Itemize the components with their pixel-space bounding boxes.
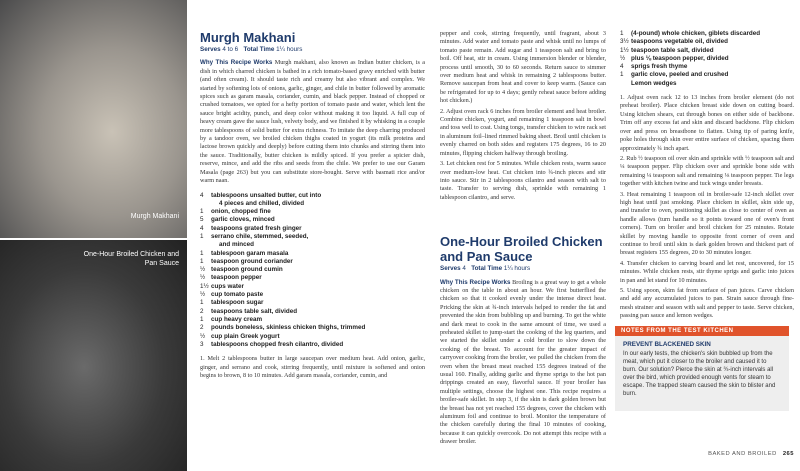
photo-caption-top: Murgh Makhani bbox=[130, 213, 179, 220]
ingredient-text: (4-pound) whole chicken, giblets discarded bbox=[631, 30, 761, 37]
ingredient-text: teaspoons vegetable oil, divided bbox=[631, 38, 728, 46]
ingredient-quantity: 3½ bbox=[620, 38, 629, 46]
ingredient-quantity bbox=[200, 241, 211, 249]
recipe-step-continued: pepper and cook, stirring frequently, until fragrant, about 3 minutes. Add water and tomato paste and whisk until no lumps of tomato paste remain. Add sugar and 1 teaspoon salt and bring to boil. Off heat, stir in cream. Using immersion blender or blender, process until smooth, 30 to 60 seconds. Return sauce to simmer over medium heat and whisk in remaining 2 tablespoons butter. Remove saucepan from heat and cover to keep warm. (Sauce can be refrigerated for up to 4 days; gently reheat sauce before adding hot chicken.) bbox=[440, 30, 606, 105]
recipe-step: 4. Transfer chicken to carving board and let rest, uncovered, for 15 minutes. While chicken rests, stir thyme sprigs and garlic into juices in pan and let stand for 10 minutes. bbox=[620, 259, 794, 284]
photo-caption-bottom: One-Hour Broiled Chicken and Pan Sauce bbox=[83, 251, 179, 267]
ingredient-text: plus ⅛ teaspoon pepper, divided bbox=[631, 54, 729, 62]
ingredient-item bbox=[200, 258, 425, 266]
ingredient-item bbox=[620, 80, 794, 88]
ingredient-item bbox=[200, 324, 425, 332]
ingredient-item bbox=[200, 274, 425, 282]
recipe-step: 2. Rub ½ teaspoon oil over skin and sprinkle with ½ teaspoon salt and ¼ teaspoon pepper. Flip chicken over and sprinkle bone side with remaining ¼ teaspoon salt and remaining ⅛ teaspoon pepper. Tie legs together with kitchen twine and tuck wings under breasts. bbox=[620, 154, 794, 188]
ingredient-item bbox=[620, 38, 794, 46]
ingredient-text: cup plain Greek yogurt bbox=[211, 332, 280, 340]
ingredient-list bbox=[620, 30, 794, 88]
ingredient-item bbox=[200, 200, 425, 208]
page-number: 265 bbox=[782, 451, 794, 457]
ingredient-quantity: 1 bbox=[200, 232, 204, 240]
ingredient-quantity: 5 bbox=[200, 216, 204, 224]
ingredient-text: teaspoon ground coriander bbox=[211, 257, 293, 265]
ingredient-item bbox=[200, 291, 425, 299]
ingredient-text: cup heavy cream bbox=[211, 315, 263, 323]
ingredient-quantity: 1 bbox=[200, 208, 204, 216]
ingredient-quantity: 1 bbox=[200, 299, 204, 307]
ingredient-item bbox=[200, 316, 425, 324]
ingredient-quantity: 1 bbox=[620, 30, 624, 37]
ingredient-quantity: 1½ bbox=[620, 46, 629, 54]
ingredient-quantity: 4 bbox=[620, 63, 624, 71]
ingredient-text: cups water bbox=[211, 282, 244, 290]
ingredient-text: tablespoons chopped fresh cilantro, divided bbox=[211, 340, 344, 348]
ingredient-text: garlic cloves, minced bbox=[211, 216, 275, 224]
ingredient-text: Lemon wedges bbox=[631, 79, 677, 87]
section-name: BAKED AND BROILED bbox=[708, 451, 777, 457]
ingredient-text: onion, chopped fine bbox=[211, 208, 271, 216]
broiled-chicken-photo bbox=[0, 240, 187, 471]
notes-body: In our early tests, the chicken's skin bubbled up from the meat, which put it closer to the broiler and caused it to burn. Our solution? Pierce the skin at ¾-inch intervals all over the bird, which provided enough vents for steam to escape. The trapped steam caused the skin to blister and burn. bbox=[623, 351, 776, 397]
ingredient-quantity bbox=[620, 80, 631, 88]
recipe-step: 3. Heat remaining 1 teaspoon oil in broiler-safe 12-inch skillet over high heat until just smoking. Place chicken in skillet, skin side up, and transfer to oven, positioning skillet as close to center of oven as handle allows (turn handle so it points toward one of oven's front corners). Turn on broiler and broil chicken for 25 minutes. Rotate skillet by moving handle to opposite front corner of oven and continue to broil until skin is dark golden brown and thickest part of breast registers 155 degrees, 20 to 30 minutes longer. bbox=[620, 190, 794, 257]
ingredient-list bbox=[200, 192, 425, 350]
ingredient-quantity bbox=[200, 200, 211, 208]
test-kitchen-notes bbox=[615, 326, 789, 411]
ingredient-item bbox=[620, 55, 794, 63]
ingredient-quantity: ½ bbox=[200, 291, 206, 299]
photo-column bbox=[0, 0, 187, 471]
ingredient-item bbox=[200, 225, 425, 233]
ingredient-text: and minced bbox=[219, 241, 254, 249]
recipe-title: Murgh Makhani bbox=[200, 30, 296, 45]
recipe-broiled-chicken-column bbox=[620, 30, 794, 323]
ingredient-item bbox=[620, 30, 794, 38]
ingredient-text: sprigs fresh thyme bbox=[631, 63, 688, 71]
ingredient-item bbox=[200, 233, 425, 241]
recipe-continuation-column bbox=[440, 30, 606, 449]
notes-title: PREVENT BLACKENED SKIN bbox=[623, 341, 711, 348]
ingredient-item bbox=[200, 208, 425, 216]
page-footer bbox=[708, 451, 794, 457]
recipe-step: 1. Adjust oven rack 12 to 13 inches from broiler element (do not preheat broiler). Place chicken breast side down on cutting board. Using kitchen shears, cut through bones on either side of backbone. Trim off any excess fat and skin and discard backbone. Flip chicken over and press on breastbone to flatten. Using tip of paring knife, poke holes through skin over entire surface of chicken, spacing them approximately ¾ inch apart. bbox=[620, 94, 794, 152]
ingredient-quantity: ½ bbox=[200, 332, 206, 340]
recipe-murgh-makhani bbox=[200, 30, 425, 382]
murgh-makhani-photo bbox=[0, 0, 187, 240]
ingredient-text: tablespoon sugar bbox=[211, 299, 264, 307]
ingredient-item bbox=[200, 250, 425, 258]
ingredient-item bbox=[200, 266, 425, 274]
ingredient-text: teaspoon table salt, divided bbox=[631, 46, 714, 54]
ingredient-quantity: 1 bbox=[200, 315, 204, 323]
ingredient-text: garlic clove, peeled and crushed bbox=[631, 71, 729, 79]
notes-header: NOTES FROM THE TEST KITCHEN bbox=[615, 326, 789, 336]
ingredient-item bbox=[200, 192, 425, 200]
ingredient-text: pounds boneless, skinless chicken thighs, trimmed bbox=[211, 324, 366, 332]
ingredient-quantity: ½ bbox=[200, 274, 206, 282]
ingredient-text: teaspoons grated fresh ginger bbox=[211, 224, 302, 232]
ingredient-text: cup tomato paste bbox=[211, 291, 264, 299]
recipe-step: 2. Adjust oven rack 6 inches from broiler element and heat broiler. Combine chicken, yogurt, and remaining 1 teaspoon salt in bowl and toss well to coat. Using tongs, transfer chicken to wire rack set in aluminum foil–lined rimmed baking sheet. Broil until chicken is evenly charred on both sides and registers 175 degrees, 16 to 20 minutes, flipping chicken halfway through broiling. bbox=[440, 107, 606, 157]
ingredient-text: 4 pieces and chilled, divided bbox=[219, 199, 305, 207]
why-this-works: Why This Recipe Works Murgh makhani, also known as Indian butter chicken, is a dish in which charred chicken is bathed in a rich tomato-based gravy enriched with butter (and often cream). It should taste rich and creamy but also vibrant and complex. We started by softening lots of onions, garlic, ginger, and chile in butter followed by aromatic spices such as garam masala, coriander, cumin, and black pepper. Instead of chopped or crushed tomatoes, we opted for a hefty portion of tomato paste and water, which lent the sauce bright acidity, punch, and deep color without making it too liquid. A full cup of heavy cream gave the sauce lush, velvety body, and we finished it by whisking in a couple more tablespoons of solid butter for extra richness. To imitate the deep charring produced by a tandoor oven, we broiled chicken thighs coated in yogurt (its milk proteins and lactose brown quickly and deeply) before cutting them into chunks and stirring them into the sauce. Traditionally, butter chicken is mildly spiced. If you prefer a spicier dish, reserve, mince, and add the ribs and seeds from the chile. We prefer to use our Garam Masala (page 263) but you can substitute store-bought. Serve with basmati rice and/or warm naan. bbox=[200, 59, 426, 185]
recipe-step: 1. Melt 2 tablespoons butter in large saucepan over medium heat. Add onion, garlic, ginger, and serrano and cook, stirring frequently, until mixture is softened and onion begins to brown, 8 to 10 minutes. Add garam masala, coriander, cumin, and bbox=[200, 355, 425, 379]
ingredient-text: tablespoon garam masala bbox=[211, 249, 289, 257]
ingredient-item bbox=[620, 63, 794, 71]
ingredient-quantity: 3 bbox=[200, 340, 204, 348]
recipe-step: 5. Using spoon, skim fat from surface of pan juices. Carve chicken and add any accumulated juices to pan. Strain sauce through fine-mesh strainer and season with salt and pepper to taste. Serve chicken, passing pan sauce and lemon wedges. bbox=[620, 287, 794, 320]
recipe-step: 3. Let chicken rest for 5 minutes. While chicken rests, warm sauce over medium-low heat. Cut chicken into ¾-inch pieces and stir into sauce. Stir in 2 tablespoons cilantro and season with salt to taste. Transfer to serving dish, sprinkle with remaining 1 tablespoon cilantro, and serve. bbox=[440, 160, 606, 201]
ingredient-item bbox=[620, 47, 794, 55]
recipe-meta: Serves 4 Total Time 1¼ hours bbox=[440, 265, 531, 273]
why-this-works: Why This Recipe Works Broiling is a great way to get a whole chicken on the table in about an hour. We first butterflied the chicken so that it cooked evenly under the intense direct heat. Pricking the skin at ¾-inch intervals helped to render the fat and prevented the skin from bubbling up and burning. To get the white and dark meat to cook in the same amount of time, we used a preheated skillet to jump-start the cooking of the leg quarters, and we started the skillet under a cold broiler to slow down the cooking of the breast. To account for the greater impact of carryover cooking from the broiler, we pulled the chicken from the oven when the breast meat reached 155 degrees instead of the usual 160. Finally, adding garlic and thyme sprigs to the hot pan drippings created an easy, flavorful sauce. If your broiler has multiple settings, choose the highest one. This recipe requires a broiler-safe skillet. In step 3, if the skin is dark golden brown but the breast has not yet reached 155 degrees, cover the chicken with aluminum foil and continue to broil. Monitor the temperature of the chicken carefully during the final 10 minutes of cooking, because it can quickly overcook. Do not attempt this recipe with a drawer broiler. bbox=[440, 278, 606, 446]
ingredient-quantity: 1½ bbox=[200, 282, 209, 290]
ingredient-item bbox=[200, 341, 425, 349]
recipe-title: One-Hour Broiled Chicken and Pan Sauce bbox=[440, 234, 603, 265]
ingredient-text: teaspoon pepper bbox=[211, 274, 262, 282]
recipe-meta: Serves 4 to 6 Total Time 1¼ hours bbox=[200, 46, 303, 53]
ingredient-text: teaspoon ground cumin bbox=[211, 266, 283, 274]
ingredient-quantity: 4 bbox=[200, 191, 204, 199]
ingredient-quantity: 4 bbox=[200, 224, 204, 232]
ingredient-text: serrano chile, stemmed, seeded, bbox=[211, 232, 309, 240]
ingredient-text: tablespoons unsalted butter, cut into bbox=[211, 191, 322, 199]
ingredient-quantity: ½ bbox=[620, 54, 626, 62]
ingredient-item bbox=[620, 71, 794, 79]
ingredient-quantity: 2 bbox=[200, 307, 204, 315]
ingredient-quantity: 1 bbox=[200, 257, 204, 265]
ingredient-quantity: ½ bbox=[200, 266, 206, 274]
ingredient-quantity: 1 bbox=[200, 249, 204, 257]
ingredient-quantity: 2 bbox=[200, 324, 204, 332]
ingredient-item bbox=[200, 333, 425, 341]
ingredient-item bbox=[200, 308, 425, 316]
ingredient-item bbox=[200, 216, 425, 224]
ingredient-item bbox=[200, 299, 425, 307]
ingredient-quantity: 1 bbox=[620, 71, 624, 79]
ingredient-text: teaspoons table salt, divided bbox=[211, 307, 298, 315]
ingredient-item bbox=[200, 241, 425, 249]
ingredient-item bbox=[200, 283, 425, 291]
